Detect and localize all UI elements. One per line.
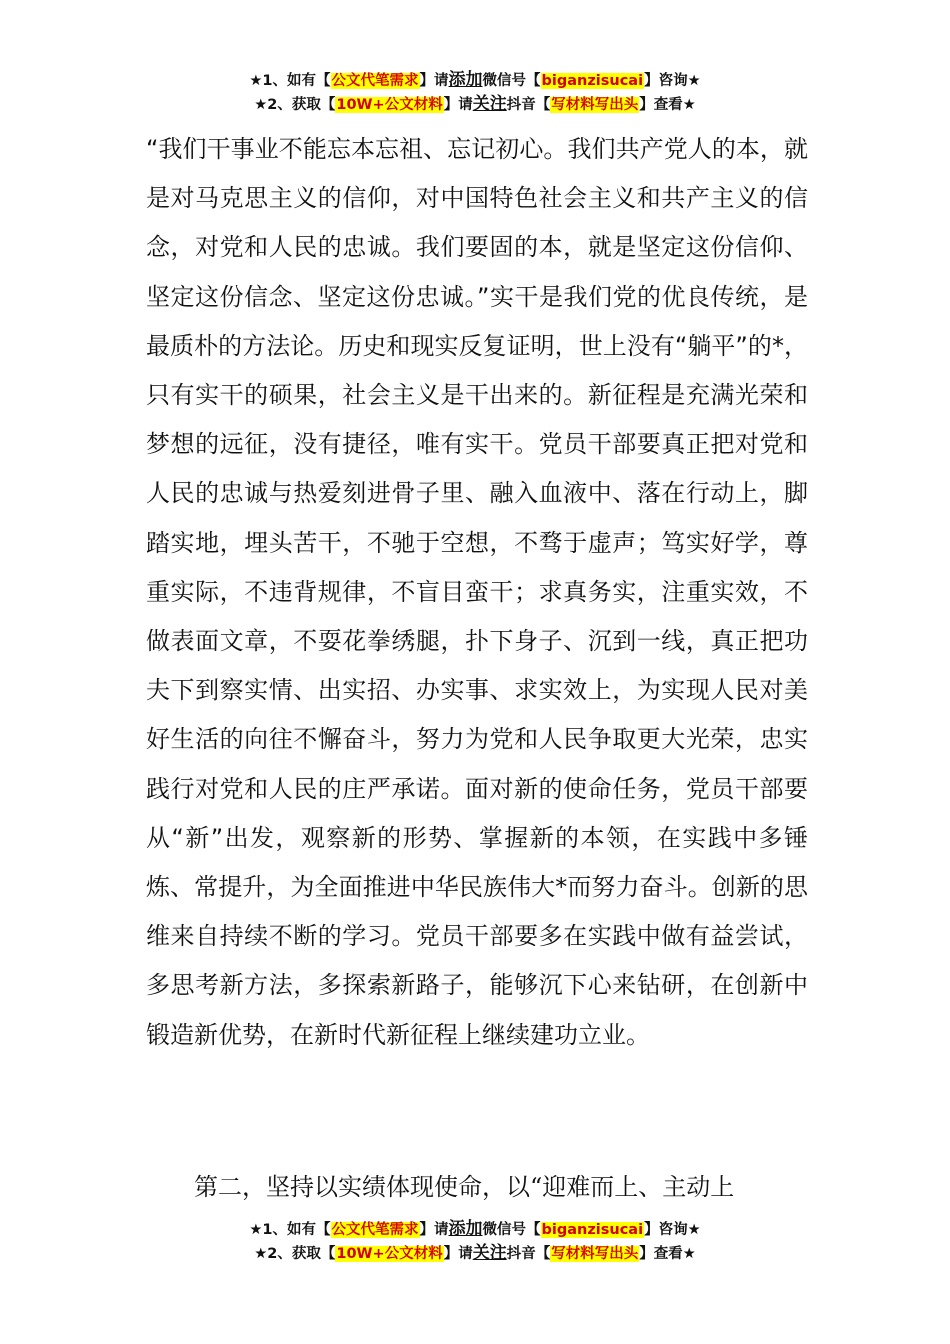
banner-text: ★2、获取【 [254, 97, 336, 113]
banner-line-2 [0, 1241, 950, 1265]
document-body [146, 125, 808, 1060]
highlight-materials: 10W+公文材料 [336, 97, 443, 113]
banner-emphasis: 关注 [472, 94, 507, 114]
highlight-douyin-name: 写材料写出头 [551, 1246, 639, 1262]
banner-text: 】请 [419, 1222, 449, 1238]
highlight-wechat-id: biganzisucai [541, 73, 644, 89]
banner-text: 】查看★ [639, 97, 696, 113]
highlight-service: 公文代笔需求 [331, 1222, 419, 1238]
banner-text: 微信号【 [482, 73, 541, 89]
banner-text: 】请 [419, 73, 449, 89]
highlight-service: 公文代笔需求 [331, 73, 419, 89]
banner-text: ★1、如有【 [249, 1222, 331, 1238]
highlight-materials: 10W+公文材料 [336, 1246, 443, 1262]
banner-text: 抖音【 [506, 1246, 551, 1262]
banner-text: 】请 [443, 1246, 473, 1262]
banner-text: 】查看★ [639, 1246, 696, 1262]
banner-text: ★1、如有【 [249, 73, 331, 89]
section-paragraph-start: 第二，坚持以实绩体现使命，以“迎难而上、主动上 [194, 1173, 735, 1201]
banner-text: ★2、获取【 [254, 1246, 336, 1262]
banner-emphasis: 添加 [448, 70, 483, 90]
body-paragraph: “我们干事业不能忘本忘祖、忘记初心。我们共产党人的本，就是对马克思主义的信仰，对中国特色社会主义和共产主义的信念，对党和人民的忠诚。我们要固的本，就是坚定这份信仰、坚定这份信念、坚定这份忠诚。”实干是我们党的优良传统，是最质朴的方法论。历史和现实反复证明，世上没有“躺平”的*，只有实干的硕果，社会主义是干出来的。新征程是充满光荣和梦想的远征，没有捷径，唯有实干。党员干部要真正把对党和人民的忠诚与热爱刻进骨子里、融入血液中、落在行动上，脚踏实地，埋头苦干，不驰于空想，不骛于虚声；笃实好学，尊重实际，不违背规律，不盲目蛮干；求真务实，注重实效，不做表面文章，不耍花拳绣腿，扑下身子、沉到一线，真正把功夫下到察实情、出实招、办实事、求实效上，为实现人民对美好生活的向往不懈奋斗，努力为党和人民争取更大光荣，忠实践行对党和人民的庄严承诺。面对新的使命任务，党员干部要从“新”出发，观察新的形势、掌握新的本领，在实践中多锤炼、常提升，为全面推进中华民族伟大*而努力奋斗。创新的思维来自持续不断的学习。党员干部要多在实践中做有益尝试，多思考新方法，多探索新路子，能够沉下心来钻研，在创新中锻造新优势，在新时代新征程上继续建功立业。 [146, 135, 808, 1049]
banner-line-1 [0, 1217, 950, 1241]
highlight-douyin-name: 写材料写出头 [551, 97, 639, 113]
header-banner [0, 68, 950, 116]
banner-line-2 [0, 92, 950, 116]
footer-banner [0, 1217, 950, 1265]
banner-text: 微信号【 [482, 1222, 541, 1238]
banner-text: 】请 [443, 97, 473, 113]
banner-line-1 [0, 68, 950, 92]
banner-text: 抖音【 [506, 97, 551, 113]
banner-emphasis: 添加 [448, 1219, 483, 1239]
banner-text: 】咨询★ [644, 1222, 701, 1238]
banner-text: 】咨询★ [644, 73, 701, 89]
banner-emphasis: 关注 [472, 1243, 507, 1263]
highlight-wechat-id: biganzisucai [541, 1222, 644, 1238]
